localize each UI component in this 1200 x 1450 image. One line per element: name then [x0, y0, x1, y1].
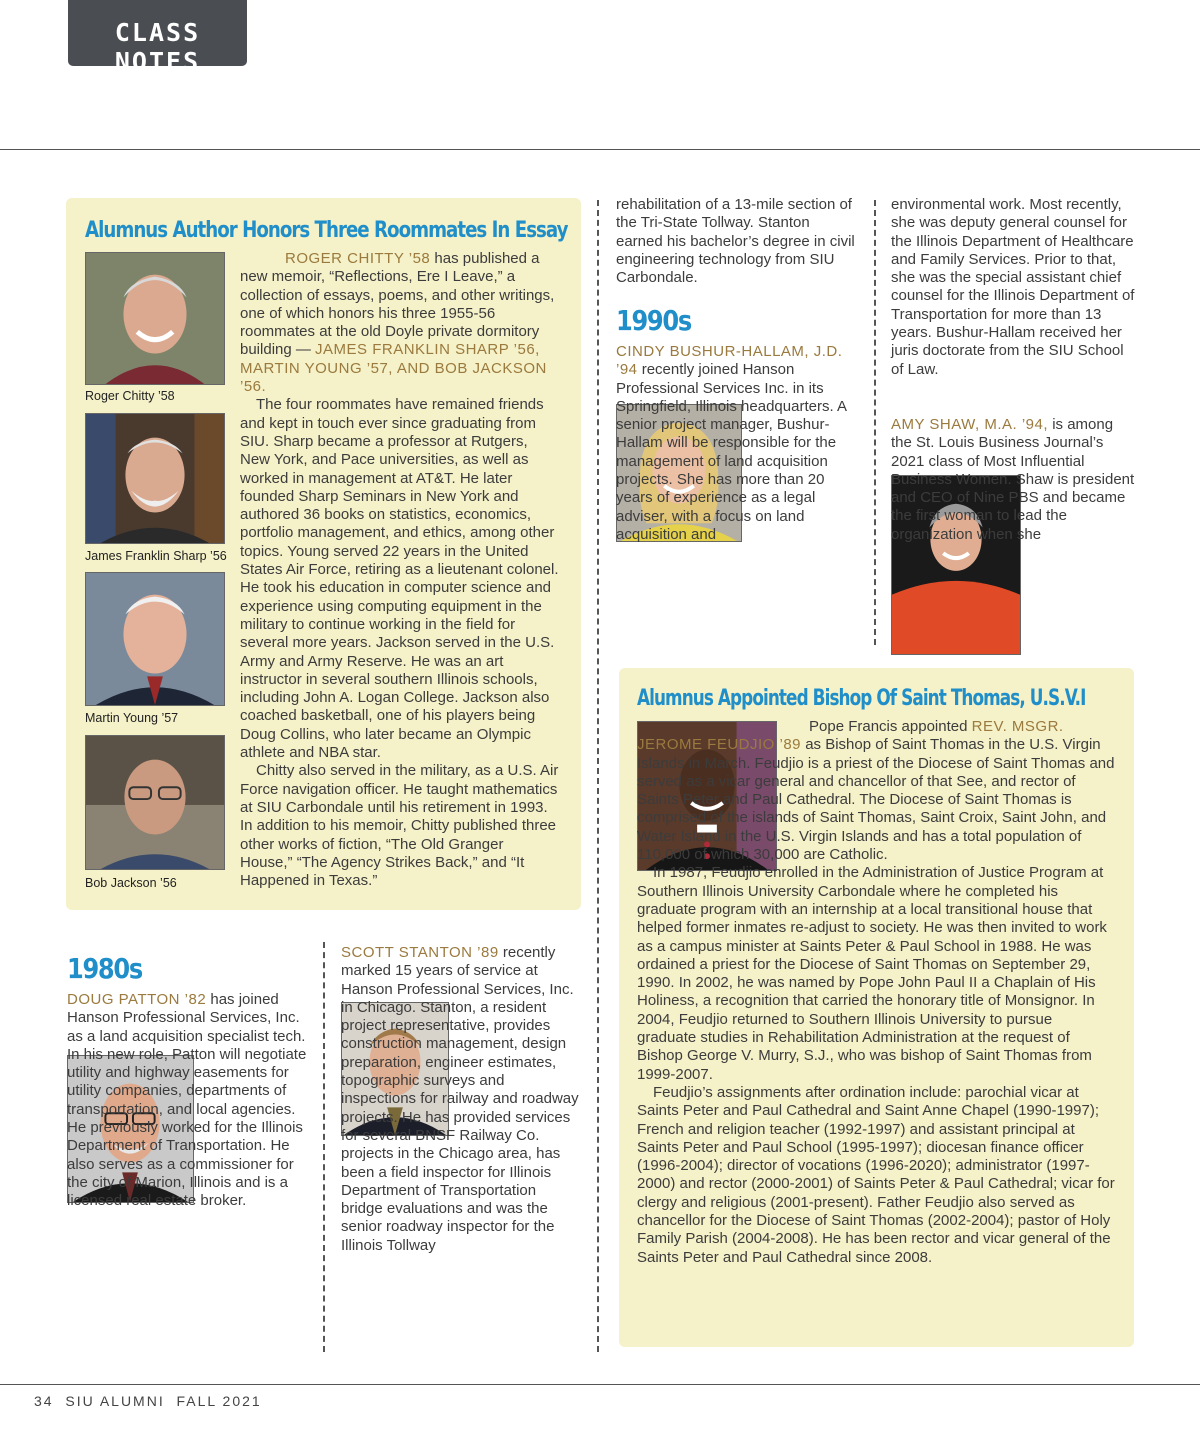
caption-james-franklin-sharp: James Franklin Sharp ’56 — [85, 549, 227, 563]
name-jerome-feudjio: REV. MSGR. JEROME FEUDJIO ’89 — [637, 718, 1064, 754]
bishop-headline: Alumnus Appointed Bishop Of Saint Thomas, U.S.V.I — [637, 686, 1086, 711]
shaw-text: is among the St. Louis Business Journal’s 2021 class of Most Influential Business Women. Shaw is president and CEO of Nine PBS and became the first woman to lead the organization when she — [891, 416, 1135, 543]
patton-text: has joined Hanson Professional Services, Inc. as a land acquisition specialist tech. In his new role, Patton will negotiate utility and highway easements for utility companies, departments of transportation, and local agencies. He previously worked for the Illinois Department of Transportation. He also serves as a commissioner for the city of Marion, Illinois and is a licensed real estate broker. — [67, 991, 307, 1210]
stanton-continued: rehabilitation of a 13-mile section of the Tri-State Tollway. Stanton earned his bachelor’s degree in civil engineering technology from SIU Carbondale. — [616, 196, 855, 287]
caption-roger-chitty: Roger Chitty ’58 — [85, 389, 175, 403]
column-divider-2 — [597, 200, 599, 1352]
bishop-story-text — [637, 718, 1115, 1267]
name-roger-chitty: ROGER CHITTY ’58 — [285, 250, 431, 267]
caption-martin-young: Martin Young ’57 — [85, 711, 179, 725]
photo-martin-young — [85, 572, 225, 706]
roommates-p3: Chitty also served in the military, as a U.S. Air Force navigation officer. He taught mathematics at SIU Carbondale until his retirement in 1993. In addition to his memoir, Chitty published three other works of fiction, “The Old Granger House,” “The Agency Strikes Back,” and “It Happened in Texas.” — [240, 762, 559, 890]
roommates-p2: The four roommates have remained friends and kept in touch ever since graduating from SIU. Sharp became a professor at Rutgers, New York, and Pace universities, as well as worked in management at AT&T. He later founded Sharp Seminars in New York and authored 36 books on statistics, economics, portfolio management, and ethics, among other topics. Young served 22 years in the United States Air Force, retiring as a lieutenant colonel. He took his education in computer science and experience using computing equipment in the military to continue working in the field for several more years. Jackson served in the U.S. Army and Army Reserve. He was an art instructor in several southern Illinois schools, including John A. Logan College. Jackson also coached basketball, one of his players being Doug Collins, who later became an Olympic athlete and NBA star. — [240, 396, 559, 762]
bushur-hallam-note — [616, 343, 856, 544]
bishop-p1-start: Pope Francis appointed — [809, 718, 972, 735]
bishop-p3: Feudjio’s assignments after ordination include: parochial vicar at Saints Peter and Paul Cathedral and Saint Anne Chapel (1990-1997); French and religion teacher (1992-1997) and assistant principal at Saints Peter and Paul School (1995-1997); diocesan finance officer (1996-2004); director of vocations (1996-2020); administrator (1997-2000) and rector (2000-2001) of Saints Peter & Paul Cathedral; vicar for clergy and religious (2001-present). Father Feudjio also served as chancellor for the Diocese of Saint Thomas (2002-2004); pastor of Holy Family Parish (2004-2008). He has been rector and vicar general of the Saints Peter and Paul Cathedral since 2008. — [637, 1083, 1115, 1266]
name-roommates: JAMES FRANKLIN SHARP ’56, MARTIN YOUNG ’57, AND BOB JACKSON ’56. — [240, 341, 547, 396]
column-divider-1 — [323, 942, 325, 1352]
name-scott-stanton: SCOTT STANTON ’89 — [341, 944, 499, 961]
section-tab — [68, 0, 247, 76]
name-doug-patton: DOUG PATTON ’82 — [67, 991, 207, 1008]
page-folio — [34, 1393, 262, 1409]
roommates-story-text — [240, 250, 560, 890]
decade-1980s-heading: 1980s — [67, 952, 142, 985]
bushur-hallam-continued: environmental work. Most recently, she was deputy general counsel for the Illinois Department of Healthcare and Family Services. Prior to that, she was the special assistant chief counsel for the Illinois Department of Transportation for more than 13 years. Bushur-Hallam received her juris doctorate from the SIU School of Law. — [891, 196, 1135, 378]
name-cindy-bushur-hallam: CINDY BUSHUR-HALLAM, J.D. ’94 — [616, 343, 843, 379]
photo-bob-jackson — [85, 735, 225, 870]
roommates-p1: has published a new memoir, “Reflections, Ere I Leave,” a collection of essays, poems, and other writings, one of which honors his three 1955-56 roommates at the old Doyle private dormitory building — — [240, 250, 555, 359]
top-rule — [0, 149, 1200, 150]
photo-james-franklin-sharp — [85, 413, 225, 544]
shaw-note — [891, 416, 1136, 544]
stanton-note — [341, 944, 581, 1255]
photo-roger-chitty — [85, 252, 225, 385]
roommates-headline: Alumnus Author Honors Three Roommates In Essay — [85, 218, 568, 243]
patton-note-top — [67, 991, 312, 1211]
bishop-p1: as Bishop of Saint Thomas in the U.S. Virgin Islands in March. Feudjio is a priest of the Diocese of Saint Thomas and served as a vicar general and chancellor of that See, and rector of Saints Peter and Paul Cathedral. The Diocese of Saint Thomas is comprised of the islands of Saint Thomas, Saint Croix, Saint John, and Water Island in the U.S. Virgin Islands and has a total population of 110,000 of which 30,000 are Catholic. — [637, 736, 1115, 864]
publication-name: SIU ALUMNI — [65, 1393, 165, 1409]
column-divider-3 — [874, 200, 876, 645]
stanton-text: recently marked 15 years of service at Hanson Professional Services, Inc. in Chicago. Stanton, a resident project representative, provides construction management, design preparation, engineer estimates, topographic surveys and inspections for railway and roadway projects. He has provided services for several BNSF Railway Co. projects in the Chicago area, has been a field inspector for Illinois Department of Transportation bridge evaluations and was the senior roadway inspector for the Illinois Tollway — [341, 944, 579, 1254]
bushur-hallam-text: recently joined Hanson Professional Services Inc. in its Springfield, Illinois headquarters. A senior project manager, Bushur-Hallam will be responsible for the management of land acquisition projects. She has more than 20 years of experience as a legal adviser, with a focus on land acquisition and — [616, 361, 847, 543]
bottom-rule — [0, 1384, 1200, 1385]
bishop-p2: In 1987, Feudjio enrolled in the Administration of Justice Program at Southern Illinois University Carbondale where he completed his graduate program with an internship at a local transitional house that helped former inmates re-adjust to society. He was then invited to work as a campus minister at Saints Peter & Paul School in 1988. He was ordained a priest for the Diocese of Saint Thomas on September 29, 1990. In 2002, he was named by Pope John Paul II a Chaplain of His Holiness, a recognition that carried the honorary title of Monsignor. In 2004, Feudjio returned to Southern Illinois University to pursue graduate studies in Rehabilitation Administration at the request of Bishop George V. Murry, S.J., who was bishop of Saint Thomas from 1999-2007. — [637, 864, 1107, 1083]
page-number: 34 — [34, 1393, 54, 1409]
name-amy-shaw: AMY SHAW, M.A. ’94, — [891, 416, 1049, 433]
caption-bob-jackson: Bob Jackson ’56 — [85, 876, 177, 890]
decade-1990s-heading: 1990s — [616, 304, 691, 337]
issue-name: FALL 2021 — [176, 1393, 262, 1409]
section-tab-label: CLASS NOTES — [114, 18, 201, 76]
